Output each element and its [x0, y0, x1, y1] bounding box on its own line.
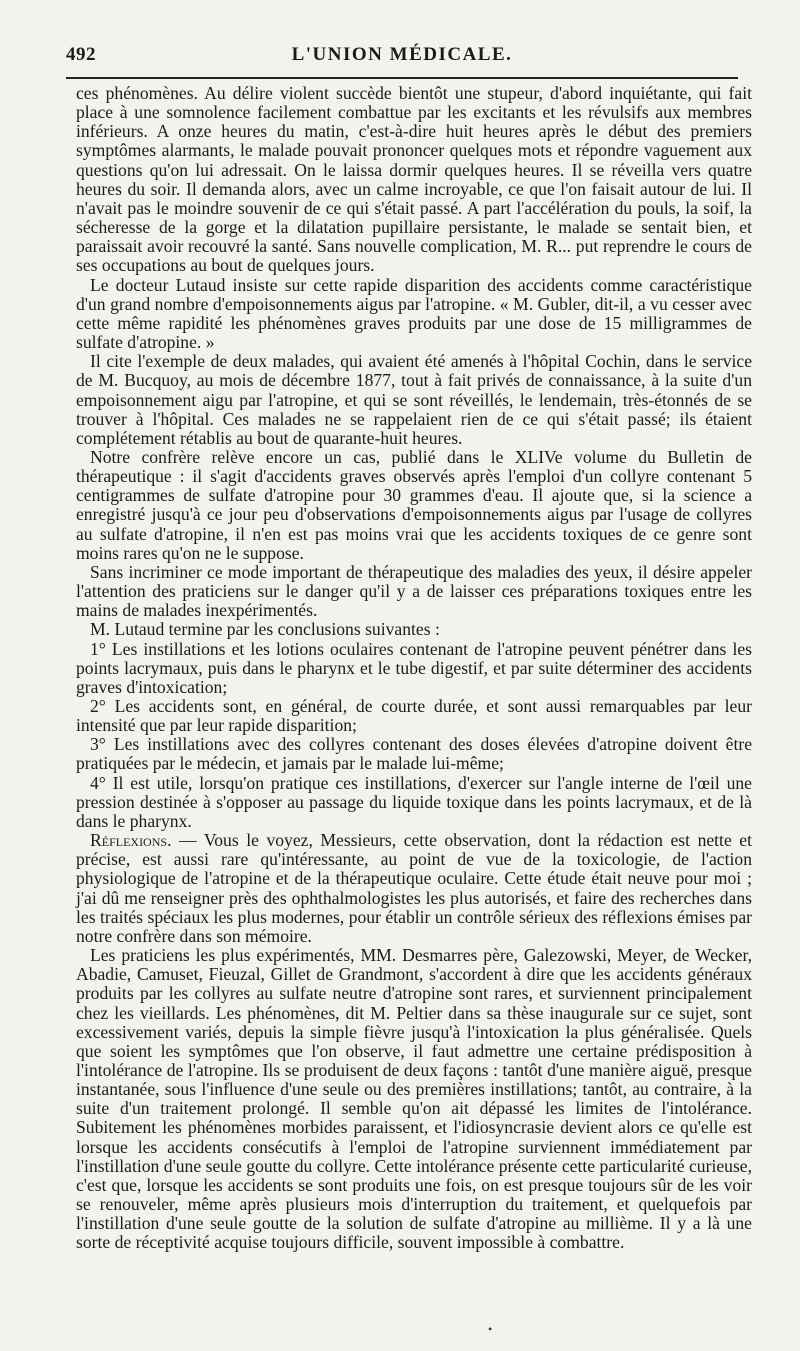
page-number: 492 [66, 44, 96, 65]
paragraph-text: Les praticiens les plus expérimentés, MM. Desmarres père, Galezowski, Meyer, de Wecker, Abadie, Camuset, Fieuzal, Gillet de Grandmont, s'accordent à dire que les accidents généraux produits par les collyres au sulfate neutre d'atropine sont rares, et surviennent principalement chez les vieillards. Les phénomènes, dit M. Peltier dans sa thèse inaugurale sur ce sujet, sont excessivement variés, depuis la simple fièvre jusqu'à l'intoxication la plus généralisée. Quels que soient les symptômes que l'on observe, il faut admettre une certaine prédisposition à l'intolérance de l'atropine. Ils se produisent de deux façons : tantôt d'une manière aiguë, presque instantanée, sous l'influence d'une seule ou des premières instillations; tantôt, au contraire, à la suite d'un traitement prolongé. Il semble qu'on ait dépassé les limites de l'intolérance. Subitement les phénomènes morbides paraissent, et l'idiosyncrasie devient alors ce qu'elle est lorsque les accidents consécutifs à l'emploi de l'atropine surviennent immédiatement par l'instillation d'une seule goutte du collyre. Cette intolérance présente cette particularité curieuse, c'est que, lorsque les accidents se sont produits une fois, on est presque toujours sûr de les voir se renouveler, même après plusieurs mois d'interruption du traitement, et quelquefois par l'instillation d'une seule goutte de la solution de sulfate d'atropine au millième. Il y a là une sorte de réceptivité acquise toujours difficile, souvent impossible à combattre. [76, 945, 752, 1253]
paragraph-lead: Réflexions. [90, 830, 172, 851]
paragraph-text: 4° Il est utile, lorsqu'on pratique ces instillations, d'exercer sur l'angle interne de l'œil une pression destinée à s'opposer au passage du liquide toxique dans les points lacrymaux, et de là dans le pharynx. [76, 772, 752, 831]
paragraph-text: Le docteur Lutaud insiste sur cette rapide disparition des accidents comme caractéristique d'un grand nombre d'empoisonnements aigus par l'atropine. « M. Gubler, dit-il, a vu cesser avec cette même rapidité les phénomènes graves produits par une dose de 15 milligrammes de sulfate d'atropine. » [76, 274, 752, 353]
paragraph-text: Sans incriminer ce mode important de thérapeutique des maladies des yeux, il désire appeler l'attention des praticiens sur le danger qu'il y a de laisser ces préparations toxiques entre les mains de malades inexpérimentés. [76, 561, 752, 621]
paragraph-text: ces phénomènes. Au délire violent succède bientôt une stupeur, d'abord inquiétante, qui fait place à une somnolence facilement combattue par les excitants et les révulsifs aux membres inférieurs. A onze heures du matin, c'est-à-dire huit heures après le début des premiers symptômes alarmants, le malade pouvait prononcer quelques mots et répondre vaguement aux questions qu'on lui adressait. On le laissa dormir quelques heures. Il se réveilla vers quatre heures du soir. Il demanda alors, avec un calme incroyable, ce que l'on faisait autour de lui. Il n'avait pas le moindre souvenir de ce qui s'était passé. A part l'accélération du pouls, la soif, la sécheresse de la gorge et la dilatation pupillaire persistante, le malade se sentait bien, et paraissait avoir recouvré la santé. Sans nouvelle complication, M. R... put reprendre le cours de ses occupations au bout de quelques jours. [76, 83, 752, 276]
paragraph [76, 620, 752, 639]
paragraph-text: — Vous le voyez, Messieurs, cette observation, dont la rédaction est nette et précise, est aussi rare qu'intéressante, au point de vue de la toxicologie, de l'action physiologique de l'atropine et de la thérapeutique oculaire. Cette étude était neuve pour moi ; j'ai dû me renseigner près des ophthalmologistes les plus autorisés, et faire des recherches dans les traités spéciaux les plus modernes, pour établir un contrôle sérieux des réflexions émises par notre confrère dans son mémoire. [76, 830, 752, 946]
paragraph-text: M. Lutaud termine par les conclusions suivantes : [90, 619, 440, 640]
footer-mark: • [488, 1322, 493, 1336]
page-header [66, 40, 738, 70]
paragraph [76, 352, 752, 448]
paragraph [76, 640, 752, 697]
paragraph-text: 1° Les instillations et les lotions oculaires contenant de l'atropine peuvent pénétrer dans les points lacrymaux, puis dans le pharynx et le tube digestif, et par suite déterminer des accidents graves d'intoxication; [76, 638, 752, 697]
paragraph [76, 276, 752, 353]
paragraph-text: Notre confrère relève encore un cas, publié dans le XLIVe volume du Bulletin de thérapeutique : il s'agit d'accidents graves observés après l'emploi d'un collyre contenant 5 centigrammes de sulfate d'atropine pour 30 grammes d'eau. Il ajoute que, si la science a enregistré jusqu'à ce jour peu d'observations d'empoisonnements aigus par l'usage de collyres au sulfate d'atropine, il n'en est pas moins vrai que les accidents toxiques de ce genre sont moins rares qu'on ne le suppose. [76, 446, 752, 563]
paragraph-text: Il cite l'exemple de deux malades, qui avaient été amenés à l'hôpital Cochin, dans le service de M. Bucquoy, au mois de décembre 1877, tout à fait privés de connaissance, à la suite d'un empoisonnement aigu par l'atropine, et qui se sont réveillés, le lendemain, très-étonnés de se trouver à l'hôpital. Ces malades ne se rappelaient rien de ce qui s'était passé; ils étaient complétement rétablis au bout de quarante-huit heures. [76, 351, 752, 448]
paragraph [76, 946, 752, 1253]
paragraph [76, 735, 752, 773]
paragraph [76, 831, 752, 946]
header-rule [66, 77, 738, 79]
paragraph [76, 697, 752, 735]
paragraph [76, 448, 752, 563]
running-title: L'UNION MÉDICALE. [291, 44, 513, 65]
paragraph [76, 563, 752, 620]
paragraph [76, 774, 752, 831]
paragraph-text: 2° Les accidents sont, en général, de courte durée, et sont aussi remarquables par leur intensité que par leur rapide disparition; [76, 696, 752, 736]
body-text [76, 84, 752, 1253]
paragraph [76, 84, 752, 276]
paragraph-text: 3° Les instillations avec des collyres contenant des doses élevées d'atropine doivent être pratiquées par le médecin, et jamais par le malade lui-même; [76, 734, 752, 774]
